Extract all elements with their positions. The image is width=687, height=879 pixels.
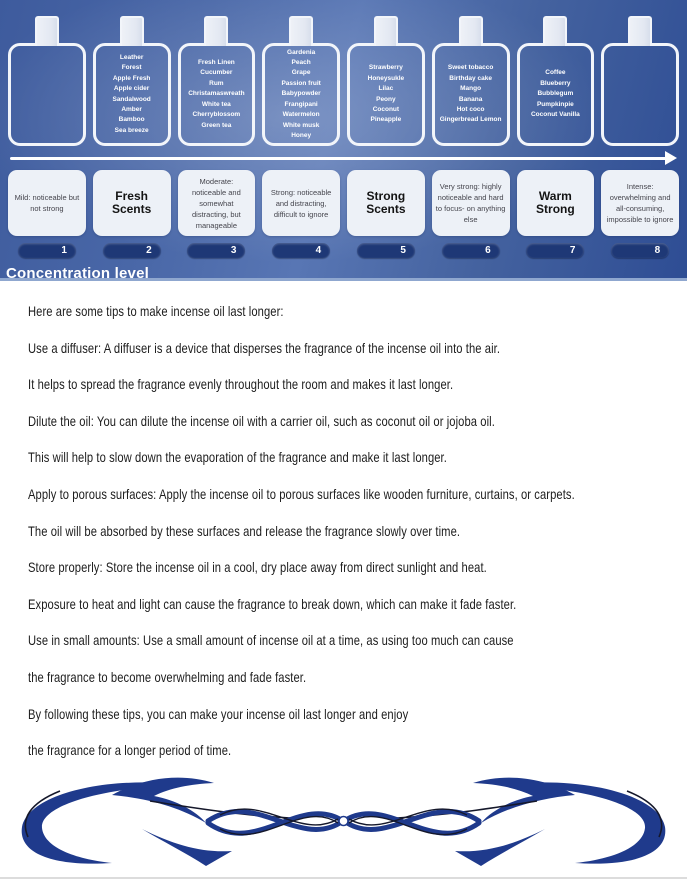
body-paragraph: The oil will be absorbed by these surfaces and release the fragrance slowly over time.: [28, 522, 461, 539]
body-paragraph: Dilute the oil: You can dilute the incense oil with a carrier oil, such as coconut oil or jojoba oil.: [28, 412, 495, 429]
level-number: 3: [230, 245, 237, 256]
body-paragraph: This will help to slow down the evaporation of the fragrance and make it last longer.: [28, 449, 447, 466]
level-number: 6: [485, 245, 491, 256]
scent-bottle: [347, 16, 425, 146]
arrow-line: [10, 157, 668, 160]
body-paragraph: Exposure to heat and light can cause the fragrance to break down, which can make it fade faster.: [28, 595, 517, 612]
tips-text-block: [28, 293, 687, 769]
body-paragraph: Use in small amounts: Use a small amount of incense oil at a time, as using too much can cause: [28, 632, 514, 649]
scent-list: Coffee Blueberry Bubblegum Pumpkinpie Coconut Vanilla: [530, 69, 580, 119]
level-card: Intense: overwhelming and all-consuming, impossible to ignore: [601, 170, 679, 236]
scent-bottle: [8, 16, 86, 146]
bottle-body-icon: [178, 43, 256, 146]
level-card: Fresh Scents: [93, 170, 171, 236]
body-paragraph: Use a diffuser: A diffuser is a device that disperses the fragrance of the incense oil into the air.: [28, 339, 501, 356]
level-number: 1: [61, 245, 67, 256]
level-card: Mild: noticeable but not strong: [8, 170, 86, 236]
tribal-flourish-icon: [0, 771, 687, 871]
level-pill: [442, 243, 500, 258]
bottle-body-icon: [601, 43, 679, 146]
bottle-body-icon: [93, 43, 171, 146]
level-number: 5: [400, 245, 406, 256]
level-pill: [18, 243, 76, 258]
level-pill: [272, 243, 330, 258]
bottle-body-icon: [517, 43, 595, 146]
bottle-cap-icon: [204, 16, 228, 46]
level-pill: [357, 243, 415, 258]
bottle-cap-icon: [120, 16, 144, 46]
bottles-row: [0, 16, 687, 146]
level-number: 8: [654, 245, 661, 256]
tips-text-section: [0, 281, 687, 769]
level-number: 4: [315, 245, 322, 256]
scent-list: Fresh Linen Cucumber Rum Christamaswreath White tea Cherryblossom Green tea: [188, 59, 245, 129]
body-paragraph: the fragrance to become overwhelming and fade faster.: [28, 668, 307, 685]
level-pill: [187, 243, 245, 258]
axis-label: Concentration level: [6, 265, 149, 282]
scent-list: Sweet tobacco Birthday cake Mango Banana Hot coco Gingerbread Lemon: [439, 64, 502, 124]
body-paragraph: It helps to spread the fragrance evenly throughout the room and makes it last longer.: [28, 376, 454, 393]
scent-bottle: [93, 16, 171, 146]
body-paragraph: By following these tips, you can make your incense oil last longer and enjoy: [28, 705, 409, 722]
scent-bottle: [178, 16, 256, 146]
bottle-cap-icon: [374, 16, 398, 46]
level-card: Warm Strong: [517, 170, 595, 236]
bottle-cap-icon: [459, 16, 483, 46]
body-paragraph: Here are some tips to make incense oil last longer:: [28, 303, 284, 319]
body-paragraph: Apply to porous surfaces: Apply the incense oil to porous surfaces like wooden furniture, curtains, or carpets.: [28, 485, 575, 502]
scent-concentration-header: [0, 0, 687, 281]
bottle-body-icon: [8, 43, 86, 146]
bottle-cap-icon: [628, 16, 652, 46]
level-number: 2: [146, 245, 152, 256]
scent-bottle: [432, 16, 510, 146]
level-cards-row: [0, 170, 687, 236]
scent-bottle: [262, 16, 340, 146]
scent-list: Gardenia Peach Grape Passion fruit Babypowder Frangipani Watermelon White musk Honey: [281, 48, 321, 139]
scent-bottle: [601, 16, 679, 146]
level-card: Strong Scents: [347, 170, 425, 236]
level-card: Very strong: highly noticeable and hard to focus- on anything else: [432, 170, 510, 236]
level-pill: [526, 243, 584, 258]
bottle-cap-icon: [543, 16, 567, 46]
level-pills-row: [0, 243, 687, 258]
level-pill: [611, 243, 669, 258]
level-number: 7: [569, 245, 576, 256]
body-paragraph: the fragrance for a longer period of time.: [28, 742, 232, 759]
bottle-cap-icon: [35, 16, 59, 46]
bottle-body-icon: [347, 43, 425, 146]
arrow-head-icon: [665, 151, 677, 165]
bottle-body-icon: [262, 43, 340, 146]
scent-list: Strawberry Honeysukle Lilac Peony Coconut Pineapple: [367, 64, 405, 124]
scent-list: Leather Forest Apple Fresh Apple cider Sandalwood Amber Bamboo Sea breeze: [112, 53, 151, 134]
level-pill: [103, 243, 161, 258]
level-card: Moderate: noticeable and somewhat distracting, but manageable: [178, 170, 256, 236]
bottle-cap-icon: [289, 16, 313, 46]
level-card: Strong: noticeable and distracting, difficult to ignore: [262, 170, 340, 236]
concentration-axis-arrow-icon: [10, 150, 677, 168]
body-paragraph: Store properly: Store the incense oil in a cool, dry place away from direct sunlight and heat.: [28, 559, 487, 576]
scent-bottle: [517, 16, 595, 146]
bottle-body-icon: [432, 43, 510, 146]
